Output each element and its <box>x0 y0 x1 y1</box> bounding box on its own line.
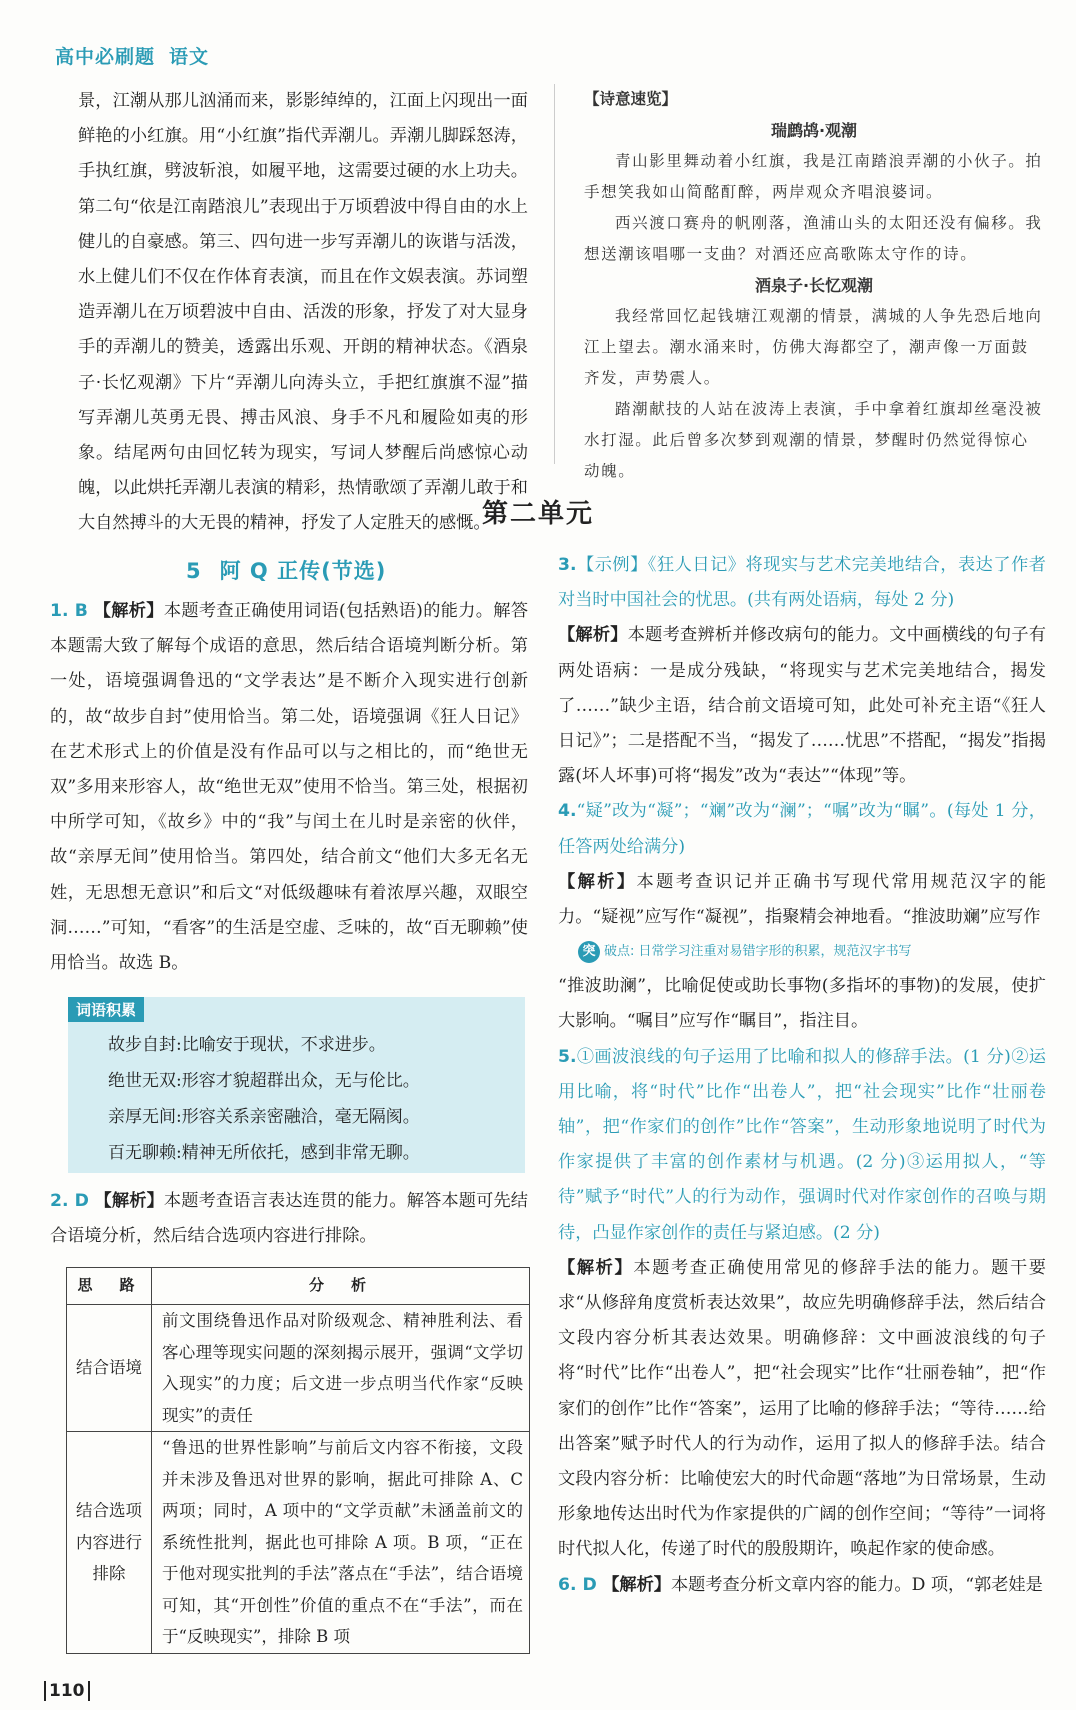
q4-text: 本题考查识记并正确书写现代常用规范汉字的能力。“疑视”应写作“凝视”，指聚精会神地看。“推波助斓”应写作 <box>558 871 1046 928</box>
q4-text-continued: “推波助澜”，比喻促使或助长事物(多指坏的事物)的发展，使扩大影响。“嘱目”应写作“瞩目”，指注目。 <box>558 976 1046 1032</box>
q4-analysis-tag: 【解析】 <box>558 871 637 892</box>
book-name: 高中必刷题 <box>55 46 156 68</box>
poem1-title: 瑞鹧鸪·观潮 <box>770 121 858 140</box>
q4-number: 4. <box>558 801 577 822</box>
tip-text: 日常学习注重对易错字形的积累，规范汉字书写 <box>638 944 912 960</box>
poem2-title: 酒泉子·长忆观潮 <box>754 276 874 295</box>
q6-text: 本题考查分析文章内容的能力。D 项，“郭老娃是 <box>670 1574 1043 1595</box>
poem1-paragraph-1: 青山影里舞动着小红旗，我是江南踏浪弄潮的小伙子。拍手想笑我如山简酩酊醉，两岸观众齐唱浪婆词。 <box>584 152 1043 201</box>
question-6 <box>558 1568 1046 1603</box>
table-header-analysis: 分 析 <box>152 1268 530 1305</box>
q1-number: 1. B <box>50 601 88 621</box>
q1-analysis-tag: 【解析】 <box>93 601 164 621</box>
poem-translation-box <box>584 84 1044 487</box>
table-row <box>67 1305 530 1432</box>
vocab-item: 绝世无双:形容才貌超群出众，无与伦比。 <box>108 1071 420 1091</box>
commentary-text: 景，江潮从那儿汹涌而来，影影绰绰的，江面上闪现出一面鲜艳的小红旗。用“小红旗”指代弄潮儿。弄潮儿脚踩怒涛，手执红旗，劈波斩浪，如履平地，这需要过硬的水上功夫。第二句“依是江南踏浪儿”表现出于万顷碧波中得自由的水上健儿的自豪感。第三、四句进一步写弄潮儿的诙谐与活泼，水上健儿们不仅在作体育表演，而且在作文娱表演。苏词塑造弄潮儿在万顷碧波中自由、活泼的形象，抒发了对大显身手的弄潮儿的赞美，透露出乐观、开朗的精神状态。《酒泉子·长忆观潮》下片“弄潮儿向涛头立，手把红旗旗不湿”描写弄潮儿英勇无畏、搏击风浪、身手不凡和履险如夷的形象。结尾两句由回忆转为现实，写词人梦醒后尚感惊心动魄，以此烘托弄潮儿表演的精彩，热情歌颂了弄潮儿敢于和大自然搏斗的大无畏的精神，抒发了人定胜天的感慨。 <box>78 91 528 534</box>
book-header <box>55 42 223 69</box>
q5-text: 本题考查正确使用常见的修辞手法的能力。题干要求“从修辞角度赏析表达效果”，故应先明确修辞手法，然后结合文段内容分析其表达效果。明确修辞：文中画波浪线的句子将“时代”比作“出卷人”，把“社会现实”比作“壮丽卷轴”，把“作家们的创作”比作“答案”，运用了比喻的修辞手法；“等待……给出答案”赋予时代人的行为动作，运用了拟人的修辞手法。结合文段内容分析：比喻使宏大的时代命题“落地”为日常场景，生动形象地传达出时代为作家提供的广阔的创作空间；“等待”一词将时代拟人化，传递了时代的殷殷期许，唤起作家的使命感。 <box>558 1257 1046 1560</box>
unit-title: 第二单元 <box>481 499 594 529</box>
table-cell-value: “鲁迅的世界性影响”与前后文内容不衔接，文段并未涉及鲁迅对世界的影响，据此可排除 A、C 两项；同时，A 项中的“文学贡献”未涵盖前文的系统性批判，据此也可排除 A 项。B 项，“正在于他对现实批判的手法”落点在“手法”，结合语境可知，其“开创性”价值的重点不在“手法”，而在于“反映现实”，排除 B 项 <box>152 1432 530 1654</box>
q3-text: 本题考查辨析并修改病句的能力。文中画横线的句子有两处语病：一是成分残缺，“将现实与艺术完美地结合，揭发了……”缺少主语，结合前文语境可知，此处可补充主语“《狂人日记》”；二是搭配不当，“揭发了……忧思”不搭配，“揭发”指揭露(坏人坏事)可将“揭发”改为“表达”“体现”等。 <box>558 625 1046 787</box>
q5-number: 5. <box>558 1046 577 1067</box>
table-cell-key: 结合语境 <box>67 1305 152 1432</box>
vocab-tag: 词语积累 <box>68 997 144 1022</box>
table-cell-value: 前文围绕鲁迅作品对阶级观念、精神胜利法、看客心理等现实问题的深刻揭示展开，强调“文学切入现实”的力度；后文进一步点明当代作家“反映现实”的责任 <box>152 1305 530 1432</box>
q1-text: 本题考查正确使用词语(包括熟语)的能力。解答本题需大致了解每个成语的意思，然后结合语境判断分析。第一处，语境强调鲁迅的“文学表达”是不断介入现实进行创新的，故“故步自封”使用恰当。第二处，语境强调《狂人日记》在艺术形式上的价值是没有作品可以与之相比的，而“绝世无双”多用来形容人，故“绝世无双”使用不恰当。第三处，根据初中所学可知，《故乡》中的“我”与闰土在儿时是亲密的伙伴，故“亲厚无间”使用恰当。第四处，结合前文“他们大多无名无姓，无思想无意识”和后文“对低级趣味有着浓厚兴趣，双眼空洞……”可知，“看客”的生活是空虚、乏味的，故“百无聊赖”使用恰当。故选 B。 <box>50 601 529 974</box>
question-5 <box>558 1040 1046 1251</box>
subject-name: 语文 <box>169 46 210 68</box>
poem2-paragraph-2: 踏潮献技的人站在波涛上表演，手中拿着红旗却丝毫没被水打湿。此后曾多次梦到观潮的情景，梦醒时仍然觉得惊心动魄。 <box>584 400 1043 480</box>
vocab-item: 亲厚无间:形容关系亲密融洽，毫无隔阂。 <box>108 1107 420 1127</box>
question-3 <box>558 548 1046 618</box>
vocab-box <box>68 997 525 1173</box>
table-cell-key: 结合选项内容进行排除 <box>67 1432 152 1654</box>
table-header-approach: 思 路 <box>67 1268 152 1305</box>
section-label: 【诗意速览】 <box>584 90 678 108</box>
question-4 <box>558 794 1046 864</box>
q5-analysis-tag: 【解析】 <box>558 1257 634 1278</box>
q6-analysis-tag: 【解析】 <box>602 1574 671 1595</box>
table-row <box>67 1432 530 1654</box>
page-number: 110 <box>44 1681 90 1701</box>
lesson-title: 阿 Q 正传(节选) <box>219 559 387 583</box>
breakthrough-tip <box>578 941 1046 963</box>
question-2 <box>50 1184 528 1254</box>
q2-number: 2. D <box>50 1191 89 1211</box>
lesson-heading <box>186 555 386 585</box>
q3-analysis-tag: 【解析】 <box>558 625 628 646</box>
vocab-list <box>108 1027 420 1171</box>
analysis-table <box>66 1267 530 1654</box>
left-top-commentary <box>78 84 528 542</box>
q3-number: 3. <box>558 555 577 575</box>
poem2-paragraph-1: 我经常回忆起钱塘江观潮的情景，满城的人争先恐后地向江上望去。潮水涌来时，仿佛大海都空了，潮声像一万面鼓齐发，声势震人。 <box>584 307 1043 387</box>
q2-text: 本题考查语言表达连贯的能力。解答本题可先结合语境分析，然后结合选项内容进行排除。 <box>50 1191 528 1247</box>
vocab-item: 故步自封:比喻安于现状，不求进步。 <box>108 1035 386 1055</box>
q5-answer: ①画波浪线的句子运用了比喻和拟人的修辞手法。(1 分)②运用比喻，将“时代”比作“出卷人”，把“社会现实”比作“壮丽卷轴”，把“作家们的创作”比作“答案”，生动形象地说明了时代为作家提供了丰富的创作素材与机遇。(2 分)③运用拟人，“等待”赋予“时代”人的行为动作，强调时代对作家创作的召唤与期待，凸显作家创作的责任与紧迫感。(2 分) <box>558 1046 1046 1243</box>
column-divider <box>554 84 555 464</box>
lesson-number: 5 <box>186 559 202 583</box>
q2-analysis-tag: 【解析】 <box>94 1191 164 1211</box>
q6-number: 6. D <box>558 1574 597 1595</box>
poem1-paragraph-2: 西兴渡口赛舟的帆刚落，渔浦山头的太阳还没有偏移。我想送潮该唱哪一支曲？对酒还应高歌陈太守作的诗。 <box>584 214 1043 263</box>
table-header-row <box>67 1268 530 1305</box>
q3-answer: 【示例】《狂人日记》将现实与艺术完美地结合，表达了作者对当时中国社会的忧思。(共有两处语病，每处 2 分) <box>558 555 1046 611</box>
right-column <box>558 548 1046 1603</box>
q4-answer: “疑”改为“凝”；“斓”改为“澜”；“嘱”改为“瞩”。(每处 1 分，任答两处给满分) <box>558 801 1046 857</box>
breakthrough-badge: 突 <box>578 941 600 963</box>
tip-label: 破点: <box>604 944 635 960</box>
vocab-item: 百无聊赖:精神无所依托，感到非常无聊。 <box>108 1143 420 1163</box>
question-1 <box>50 594 528 981</box>
